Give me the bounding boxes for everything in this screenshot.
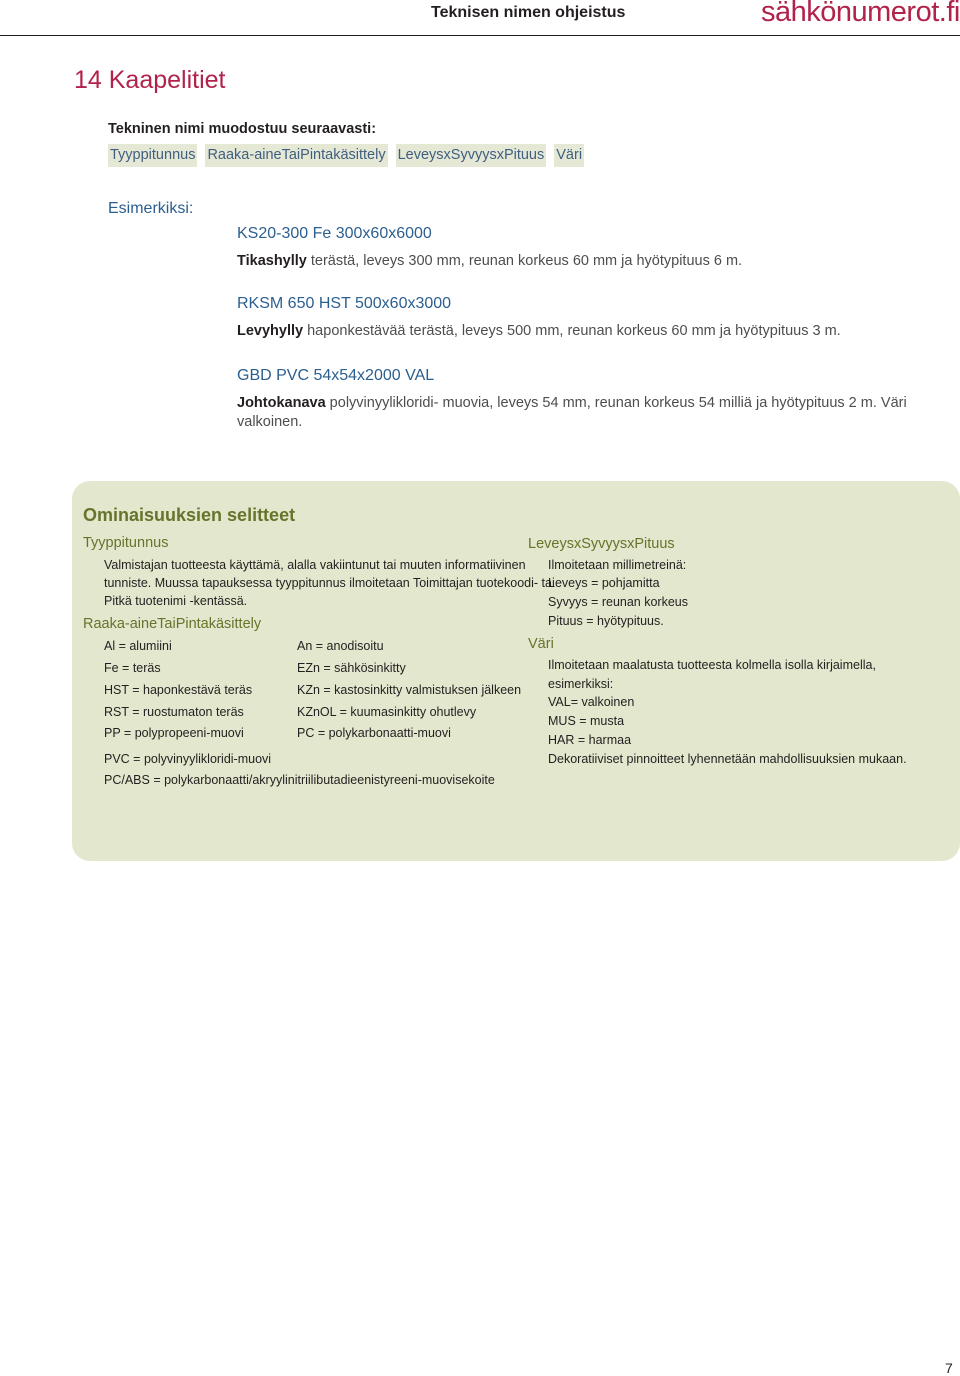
example-text: polyvinyylikloridi- muovia, leveys 54 mm, reunan korkeus 54 milliä ja hyötypituus 2 m. Väri valkoinen. xyxy=(237,395,907,430)
example-product-type: Levyhylly xyxy=(237,323,304,339)
dimensions-heading: LeveysxSyvyysxPituus xyxy=(528,536,675,552)
example-code: GBD PVC 54x54x2000 VAL xyxy=(237,367,435,384)
part-dimensions: LeveysxSyvyysxPituus xyxy=(396,144,547,167)
part-material: Raaka-aineTaiPintakäsittely xyxy=(205,144,387,167)
header-title: Teknisen nimen ohjeistus xyxy=(431,4,626,21)
material-item: PC/ABS = polykarbonaatti/akryylinitriilibutadieenistyreeni-muovisekoite xyxy=(104,773,495,787)
treatment-item: EZn = sähkösinkitty xyxy=(297,661,406,675)
color-heading: Väri xyxy=(528,636,554,652)
material-item: Al = alumiini xyxy=(104,639,172,653)
legend-title: Ominaisuuksien selitteet xyxy=(83,505,296,525)
material-item: PVC = polyvinyylikloridi-muovi xyxy=(104,752,272,766)
example-product-type: Johtokanava xyxy=(237,395,326,411)
material-item: RST = ruostumaton teräs xyxy=(104,705,244,719)
material-item: PP = polypropeeni-muovi xyxy=(104,726,244,740)
header-divider xyxy=(0,35,960,36)
treatment-item: KZnOL = kuumasinkitty ohutlevy xyxy=(297,705,477,719)
dimensions-line: Ilmoitetaan millimetreinä: xyxy=(548,558,687,572)
intro-text: Tekninen nimi muodostuu seuraavasti: xyxy=(108,121,377,137)
material-heading: Raaka-aineTaiPintakäsittely xyxy=(83,616,262,632)
example-description xyxy=(237,394,937,432)
material-item: Fe = teräs xyxy=(104,661,161,675)
color-line: esimerkiksi: xyxy=(548,677,614,691)
part-tyyppitunnus: Tyyppitunnus xyxy=(108,144,197,167)
page-title: 14 Kaapelitiet xyxy=(74,66,226,94)
page-number: 7 xyxy=(945,1360,953,1376)
color-line: VAL= valkoinen xyxy=(548,695,635,709)
examples-label: Esimerkiksi: xyxy=(108,200,194,217)
example-code: KS20-300 Fe 300x60x6000 xyxy=(237,225,432,242)
tyyppitunnus-line: Valmistajan tuotteesta käyttämä, alalla vakiintunut tai muuten informatiivinen xyxy=(104,558,526,572)
color-line: Dekoratiiviset pinnoitteet lyhennetään mahdollisuuksien mukaan. xyxy=(548,752,907,766)
name-parts xyxy=(108,144,584,167)
color-line: Ilmoitetaan maalatusta tuotteesta kolmella isolla kirjaimella, xyxy=(548,658,876,672)
tyyppitunnus-line: Pitkä tuotenimi -kentässä. xyxy=(104,594,248,608)
example-description xyxy=(237,252,937,271)
tyyppitunnus-line: tunniste. Muussa tapauksessa tyyppitunnus ilmoitetaan Toimittajan tuotekoodi- tai xyxy=(104,576,555,590)
dimensions-line: Pituus = hyötypituus. xyxy=(548,614,664,628)
color-line: HAR = harmaa xyxy=(548,733,632,747)
brand-logo: sähkönumerot.fi xyxy=(761,0,960,28)
treatment-item: An = anodisoitu xyxy=(297,639,384,653)
example-description xyxy=(237,322,937,341)
dimensions-line: Syvyys = reunan korkeus xyxy=(548,595,688,609)
treatment-item: PC = polykarbonaatti-muovi xyxy=(297,726,451,740)
example-text: terästä, leveys 300 mm, reunan korkeus 60 mm ja hyötypituus 6 m. xyxy=(306,253,743,269)
example-code: RKSM 650 HST 500x60x3000 xyxy=(237,295,452,312)
dimensions-line: Leveys = pohjamitta xyxy=(548,576,660,590)
example-product-type: Tikashylly xyxy=(237,253,307,269)
material-item: HST = haponkestävä teräs xyxy=(104,683,253,697)
color-line: MUS = musta xyxy=(548,714,625,728)
example-text: haponkestävää terästä, leveys 500 mm, reunan korkeus 60 mm ja hyötypituus 3 m. xyxy=(303,323,841,339)
part-color: Väri xyxy=(554,144,584,167)
treatment-item: KZn = kastosinkitty valmistuksen jälkeen xyxy=(297,683,522,697)
tyyppitunnus-heading: Tyyppitunnus xyxy=(83,535,169,551)
